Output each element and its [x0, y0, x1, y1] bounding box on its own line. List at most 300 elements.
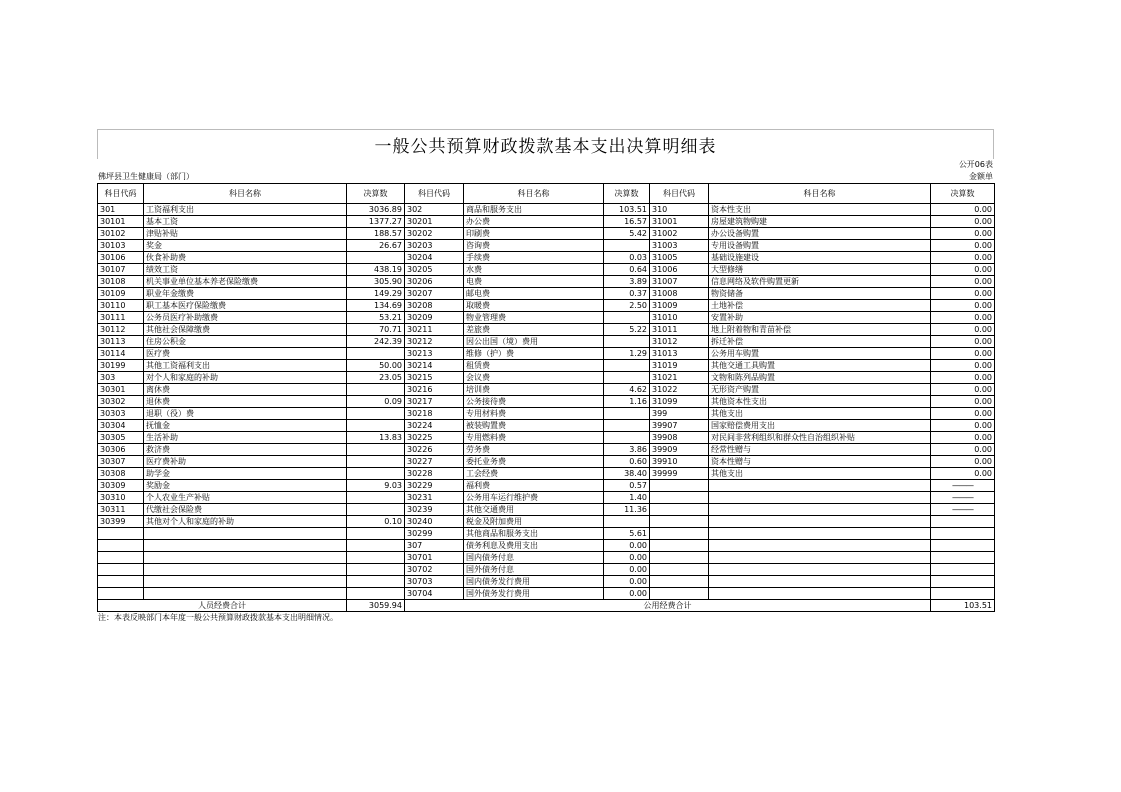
amount-cell — [604, 516, 650, 528]
public-total-value: 103.51 — [931, 600, 995, 612]
table-row — [98, 312, 995, 324]
amount-cell: 0.00 — [604, 576, 650, 588]
subject-code-cell: 30299 — [405, 528, 464, 540]
table-row — [98, 204, 995, 216]
amount-cell — [604, 420, 650, 432]
report-sheet — [97, 129, 994, 623]
amount-cell — [604, 312, 650, 324]
subject-name-cell: 抚恤金 — [144, 420, 347, 432]
table-row — [98, 324, 995, 336]
subject-name-cell: 会议费 — [464, 372, 604, 384]
amount-cell: 188.57 — [347, 228, 405, 240]
amount-cell — [931, 540, 995, 552]
amount-cell: 0.00 — [931, 408, 995, 420]
subject-name-cell — [709, 528, 931, 540]
subject-name-cell: 专用燃料费 — [464, 432, 604, 444]
table-row — [98, 360, 995, 372]
amount-cell: 0.57 — [604, 480, 650, 492]
header-amount: 决算数 — [347, 184, 405, 204]
amount-cell — [347, 348, 405, 360]
subject-name-cell: 工资福利支出 — [144, 204, 347, 216]
amount-cell: 0.00 — [604, 552, 650, 564]
subject-code-cell: 30310 — [98, 492, 144, 504]
amount-cell — [604, 240, 650, 252]
table-row — [98, 300, 995, 312]
table-row — [98, 528, 995, 540]
subject-code-cell: 30399 — [98, 516, 144, 528]
subject-name-cell: 房屋建筑物购建 — [709, 216, 931, 228]
amount-cell: 0.00 — [931, 396, 995, 408]
amount-cell — [347, 252, 405, 264]
amount-cell — [604, 408, 650, 420]
amount-cell: 0.00 — [604, 564, 650, 576]
subject-code-cell — [98, 540, 144, 552]
subject-name-cell: 生活补助 — [144, 432, 347, 444]
amount-cell — [931, 528, 995, 540]
subject-name-cell: 办公费 — [464, 216, 604, 228]
subject-name-cell: 其他交通费用 — [464, 504, 604, 516]
subject-name-cell: 资本性支出 — [709, 204, 931, 216]
table-row — [98, 252, 995, 264]
subject-code-cell: 30228 — [405, 468, 464, 480]
header-amount: 决算数 — [604, 184, 650, 204]
subject-code-cell: 30301 — [98, 384, 144, 396]
subject-name-cell: 助学金 — [144, 468, 347, 480]
subject-name-cell — [144, 588, 347, 600]
amount-cell — [347, 384, 405, 396]
subject-name-cell: 差旅费 — [464, 324, 604, 336]
subject-code-cell: 31006 — [650, 264, 709, 276]
amount-cell: 0.00 — [931, 204, 995, 216]
subject-code-cell: 31012 — [650, 336, 709, 348]
subject-code-cell — [650, 552, 709, 564]
subject-code-cell: 30108 — [98, 276, 144, 288]
amount-cell: 0.00 — [931, 240, 995, 252]
subject-code-cell: 30229 — [405, 480, 464, 492]
amount-cell — [604, 372, 650, 384]
subject-code-cell: 39908 — [650, 432, 709, 444]
subject-code-cell: 30240 — [405, 516, 464, 528]
amount-cell — [347, 564, 405, 576]
amount-cell: ——— — [931, 492, 995, 504]
amount-cell: 1377.27 — [347, 216, 405, 228]
report-title: 一般公共预算财政拨款基本支出决算明细表 — [97, 129, 994, 159]
amount-cell — [347, 408, 405, 420]
amount-cell — [931, 576, 995, 588]
amount-cell: 0.00 — [931, 420, 995, 432]
table-row — [98, 564, 995, 576]
subject-name-cell: 资本性赠与 — [709, 456, 931, 468]
amount-cell: 5.61 — [604, 528, 650, 540]
amount-cell: 103.51 — [604, 204, 650, 216]
subject-code-cell: 399 — [650, 408, 709, 420]
subject-code-cell: 31011 — [650, 324, 709, 336]
table-row — [98, 504, 995, 516]
subject-code-cell — [98, 588, 144, 600]
table-row — [98, 492, 995, 504]
subject-code-cell — [650, 528, 709, 540]
subject-code-cell: 30111 — [98, 312, 144, 324]
amount-cell: 5.22 — [604, 324, 650, 336]
subject-code-cell: 307 — [405, 540, 464, 552]
subject-name-cell: 退休费 — [144, 396, 347, 408]
subject-name-cell: 其他社会保障缴费 — [144, 324, 347, 336]
amount-cell: 0.00 — [931, 300, 995, 312]
table-row — [98, 516, 995, 528]
subject-code-cell: 30302 — [98, 396, 144, 408]
subject-code-cell: 31009 — [650, 300, 709, 312]
amount-cell — [347, 528, 405, 540]
subject-name-cell: 手续费 — [464, 252, 604, 264]
subject-code-cell: 30102 — [98, 228, 144, 240]
subject-name-cell: 培训费 — [464, 384, 604, 396]
subject-name-cell: 机关事业单位基本养老保险缴费 — [144, 276, 347, 288]
subject-code-cell — [650, 516, 709, 528]
amount-cell — [347, 540, 405, 552]
subject-name-cell: 其他工资福利支出 — [144, 360, 347, 372]
amount-cell: 1.16 — [604, 396, 650, 408]
subject-code-cell: 30112 — [98, 324, 144, 336]
subject-code-cell: 30207 — [405, 288, 464, 300]
amount-cell: 13.83 — [347, 432, 405, 444]
amount-cell: 0.00 — [931, 276, 995, 288]
amount-cell: 0.00 — [931, 336, 995, 348]
subject-name-cell: 物资储备 — [709, 288, 931, 300]
subject-code-cell: 30214 — [405, 360, 464, 372]
subject-name-cell: 退职（役）费 — [144, 408, 347, 420]
header-code: 科目代码 — [98, 184, 144, 204]
personnel-total-label: 人员经费合计 — [98, 600, 347, 612]
subject-code-cell: 30218 — [405, 408, 464, 420]
subject-code-cell: 30303 — [98, 408, 144, 420]
subject-code-cell — [650, 480, 709, 492]
amount-cell — [347, 456, 405, 468]
amount-cell — [604, 360, 650, 372]
amount-cell: 0.00 — [604, 540, 650, 552]
subject-name-cell: 国外债务付息 — [464, 564, 604, 576]
amount-cell: 0.09 — [347, 396, 405, 408]
subject-name-cell: 因公出国（境）费用 — [464, 336, 604, 348]
header-code: 科目代码 — [405, 184, 464, 204]
amount-cell — [604, 336, 650, 348]
subject-name-cell — [144, 576, 347, 588]
table-row — [98, 228, 995, 240]
subject-name-cell — [709, 564, 931, 576]
subject-name-cell: 国内债务发行费用 — [464, 576, 604, 588]
subject-name-cell: 对民间非营利组织和群众性自治组织补贴 — [709, 432, 931, 444]
table-row — [98, 408, 995, 420]
subject-code-cell: 30206 — [405, 276, 464, 288]
amount-cell — [347, 468, 405, 480]
table-row — [98, 396, 995, 408]
subject-code-cell: 39909 — [650, 444, 709, 456]
subject-code-cell — [650, 588, 709, 600]
amount-cell: 0.00 — [931, 324, 995, 336]
subject-name-cell: 被装购置费 — [464, 420, 604, 432]
subject-name-cell: 其他对个人和家庭的补助 — [144, 516, 347, 528]
amount-cell: 0.00 — [931, 312, 995, 324]
subject-name-cell: 公务员医疗补助缴费 — [144, 312, 347, 324]
public-total-label: 公用经费合计 — [405, 600, 931, 612]
subject-name-cell: 公务用车运行维护费 — [464, 492, 604, 504]
personnel-total-value: 3059.94 — [347, 600, 405, 612]
subject-name-cell: 安置补助 — [709, 312, 931, 324]
subject-code-cell: 30205 — [405, 264, 464, 276]
amount-cell — [347, 504, 405, 516]
subject-name-cell — [144, 564, 347, 576]
subject-name-cell — [144, 552, 347, 564]
amount-cell: 3036.89 — [347, 204, 405, 216]
subject-code-cell — [650, 540, 709, 552]
subject-code-cell: 30217 — [405, 396, 464, 408]
subject-code-cell: 30204 — [405, 252, 464, 264]
amount-cell: 0.00 — [931, 348, 995, 360]
subject-name-cell — [144, 540, 347, 552]
subject-name-cell: 经常性赠与 — [709, 444, 931, 456]
amount-cell: 149.29 — [347, 288, 405, 300]
amount-cell — [931, 552, 995, 564]
subject-code-cell: 30110 — [98, 300, 144, 312]
subject-name-cell: 维修（护）费 — [464, 348, 604, 360]
amount-cell: 0.00 — [931, 264, 995, 276]
amount-cell: 242.39 — [347, 336, 405, 348]
subject-name-cell — [709, 540, 931, 552]
form-number: 公开06表 — [958, 160, 993, 169]
header-amount: 决算数 — [931, 184, 995, 204]
amount-cell: 305.90 — [347, 276, 405, 288]
subject-name-cell: 咨询费 — [464, 240, 604, 252]
subject-name-cell — [709, 576, 931, 588]
amount-cell: 0.00 — [931, 444, 995, 456]
subject-code-cell: 30304 — [98, 420, 144, 432]
amount-cell: 38.40 — [604, 468, 650, 480]
subject-code-cell: 310 — [650, 204, 709, 216]
subject-name-cell: 办公设备购置 — [709, 228, 931, 240]
subject-name-cell — [709, 516, 931, 528]
header-name: 科目名称 — [144, 184, 347, 204]
amount-cell: 0.64 — [604, 264, 650, 276]
subject-name-cell: 拆迁补偿 — [709, 336, 931, 348]
amount-cell — [347, 492, 405, 504]
subject-name-cell: 信息网络及软件购置更新 — [709, 276, 931, 288]
subject-code-cell — [98, 564, 144, 576]
subject-code-cell — [650, 492, 709, 504]
department-name: 佛坪县卫生健康局（部门） — [98, 172, 194, 181]
subject-name-cell: 债务利息及费用支出 — [464, 540, 604, 552]
subject-name-cell: 专用材料费 — [464, 408, 604, 420]
subject-code-cell — [98, 576, 144, 588]
table-row — [98, 288, 995, 300]
subject-name-cell — [709, 492, 931, 504]
subject-code-cell: 31002 — [650, 228, 709, 240]
subject-name-cell: 其他交通工具购置 — [709, 360, 931, 372]
table-row — [98, 468, 995, 480]
table-row — [98, 372, 995, 384]
table-body — [98, 204, 995, 600]
subject-name-cell: 代缴社会保险费 — [144, 504, 347, 516]
table-row — [98, 456, 995, 468]
subject-name-cell: 国家赔偿费用支出 — [709, 420, 931, 432]
amount-cell: 0.00 — [931, 384, 995, 396]
subject-name-cell: 工会经费 — [464, 468, 604, 480]
amount-cell: ——— — [931, 480, 995, 492]
subject-name-cell: 物业管理费 — [464, 312, 604, 324]
amount-cell: 0.00 — [931, 456, 995, 468]
subject-name-cell: 救济费 — [144, 444, 347, 456]
subject-name-cell: 绩效工资 — [144, 264, 347, 276]
amount-cell: 9.03 — [347, 480, 405, 492]
subject-name-cell: 公务接待费 — [464, 396, 604, 408]
subject-code-cell: 30215 — [405, 372, 464, 384]
amount-cell: 53.21 — [347, 312, 405, 324]
subject-code-cell: 30109 — [98, 288, 144, 300]
amount-cell — [347, 576, 405, 588]
amount-cell: 0.00 — [931, 372, 995, 384]
subject-name-cell — [709, 552, 931, 564]
amount-cell — [931, 516, 995, 528]
subject-code-cell: 30202 — [405, 228, 464, 240]
subject-name-cell: 电费 — [464, 276, 604, 288]
subject-name-cell: 国内债务付息 — [464, 552, 604, 564]
amount-cell: 2.50 — [604, 300, 650, 312]
subject-code-cell: 30311 — [98, 504, 144, 516]
subject-code-cell: 31007 — [650, 276, 709, 288]
subject-code-cell: 301 — [98, 204, 144, 216]
subject-code-cell: 30201 — [405, 216, 464, 228]
table-row — [98, 276, 995, 288]
subject-name-cell: 其他支出 — [709, 408, 931, 420]
subject-code-cell: 30103 — [98, 240, 144, 252]
subject-name-cell: 国外债务发行费用 — [464, 588, 604, 600]
subject-name-cell: 医疗费 — [144, 348, 347, 360]
subject-code-cell: 31099 — [650, 396, 709, 408]
amount-cell: 0.00 — [604, 588, 650, 600]
subject-name-cell: 水费 — [464, 264, 604, 276]
table-row — [98, 444, 995, 456]
subject-code-cell: 30212 — [405, 336, 464, 348]
subject-name-cell: 福利费 — [464, 480, 604, 492]
amount-cell — [931, 564, 995, 576]
subject-code-cell — [650, 504, 709, 516]
amount-cell: 0.00 — [931, 468, 995, 480]
amount-cell: 0.60 — [604, 456, 650, 468]
amount-cell: 11.36 — [604, 504, 650, 516]
amount-cell: 23.05 — [347, 372, 405, 384]
table-row — [98, 588, 995, 600]
subject-name-cell: 津贴补贴 — [144, 228, 347, 240]
subject-code-cell: 30113 — [98, 336, 144, 348]
subject-code-cell — [98, 552, 144, 564]
amount-cell: 0.00 — [931, 252, 995, 264]
amount-cell — [347, 420, 405, 432]
subject-code-cell: 39910 — [650, 456, 709, 468]
amount-cell — [347, 444, 405, 456]
amount-cell: 0.03 — [604, 252, 650, 264]
subject-code-cell: 31021 — [650, 372, 709, 384]
subject-name-cell: 文物和陈列品购置 — [709, 372, 931, 384]
table-row — [98, 264, 995, 276]
subject-name-cell: 邮电费 — [464, 288, 604, 300]
subject-name-cell — [709, 504, 931, 516]
subject-name-cell: 伙食补助费 — [144, 252, 347, 264]
subject-code-cell: 30209 — [405, 312, 464, 324]
subject-code-cell: 31005 — [650, 252, 709, 264]
amount-cell: 0.00 — [931, 360, 995, 372]
subject-code-cell — [650, 564, 709, 576]
subject-code-cell — [98, 528, 144, 540]
subject-name-cell: 公务用车购置 — [709, 348, 931, 360]
amount-cell: 3.86 — [604, 444, 650, 456]
amount-cell: 50.00 — [347, 360, 405, 372]
subject-code-cell: 30114 — [98, 348, 144, 360]
subject-name-cell: 个人农业生产补贴 — [144, 492, 347, 504]
subject-code-cell: 31013 — [650, 348, 709, 360]
subject-name-cell: 地上附着物和青苗补偿 — [709, 324, 931, 336]
subject-code-cell: 39907 — [650, 420, 709, 432]
amount-cell: 4.62 — [604, 384, 650, 396]
subject-name-cell: 印刷费 — [464, 228, 604, 240]
subject-name-cell — [709, 588, 931, 600]
amount-unit: 金额单 — [969, 172, 993, 181]
table-row — [98, 348, 995, 360]
amount-cell: 0.00 — [931, 288, 995, 300]
amount-cell: 134.69 — [347, 300, 405, 312]
subject-name-cell: 土地补偿 — [709, 300, 931, 312]
subject-code-cell: 30309 — [98, 480, 144, 492]
header-row — [98, 184, 995, 204]
subject-name-cell: 住房公积金 — [144, 336, 347, 348]
subject-name-cell: 取暖费 — [464, 300, 604, 312]
subject-name-cell: 其他商品和服务支出 — [464, 528, 604, 540]
amount-cell: 438.19 — [347, 264, 405, 276]
subject-name-cell: 委托业务费 — [464, 456, 604, 468]
subject-code-cell: 30239 — [405, 504, 464, 516]
subject-code-cell: 30702 — [405, 564, 464, 576]
subject-code-cell: 30106 — [98, 252, 144, 264]
subject-name-cell: 奖励金 — [144, 480, 347, 492]
subject-name-cell — [144, 528, 347, 540]
amount-cell — [347, 552, 405, 564]
amount-cell: 1.29 — [604, 348, 650, 360]
subject-code-cell: 30208 — [405, 300, 464, 312]
amount-cell: 16.57 — [604, 216, 650, 228]
subject-name-cell: 职业年金缴费 — [144, 288, 347, 300]
subject-code-cell — [650, 576, 709, 588]
subject-code-cell: 31001 — [650, 216, 709, 228]
subject-name-cell: 职工基本医疗保险缴费 — [144, 300, 347, 312]
amount-cell: 70.71 — [347, 324, 405, 336]
header-name: 科目名称 — [709, 184, 931, 204]
table-row — [98, 480, 995, 492]
subject-code-cell: 30231 — [405, 492, 464, 504]
amount-cell — [931, 588, 995, 600]
subject-code-cell: 30704 — [405, 588, 464, 600]
amount-cell: 3.89 — [604, 276, 650, 288]
subject-code-cell: 31019 — [650, 360, 709, 372]
subject-code-cell: 39999 — [650, 468, 709, 480]
subject-code-cell: 30703 — [405, 576, 464, 588]
amount-cell: 0.37 — [604, 288, 650, 300]
subject-code-cell: 30216 — [405, 384, 464, 396]
subject-name-cell: 大型修缮 — [709, 264, 931, 276]
subject-name-cell: 基础设施建设 — [709, 252, 931, 264]
subject-code-cell: 30101 — [98, 216, 144, 228]
table-row — [98, 540, 995, 552]
amount-cell: 1.40 — [604, 492, 650, 504]
subject-name-cell: 奖金 — [144, 240, 347, 252]
totals-row — [98, 600, 995, 612]
subject-code-cell: 30308 — [98, 468, 144, 480]
